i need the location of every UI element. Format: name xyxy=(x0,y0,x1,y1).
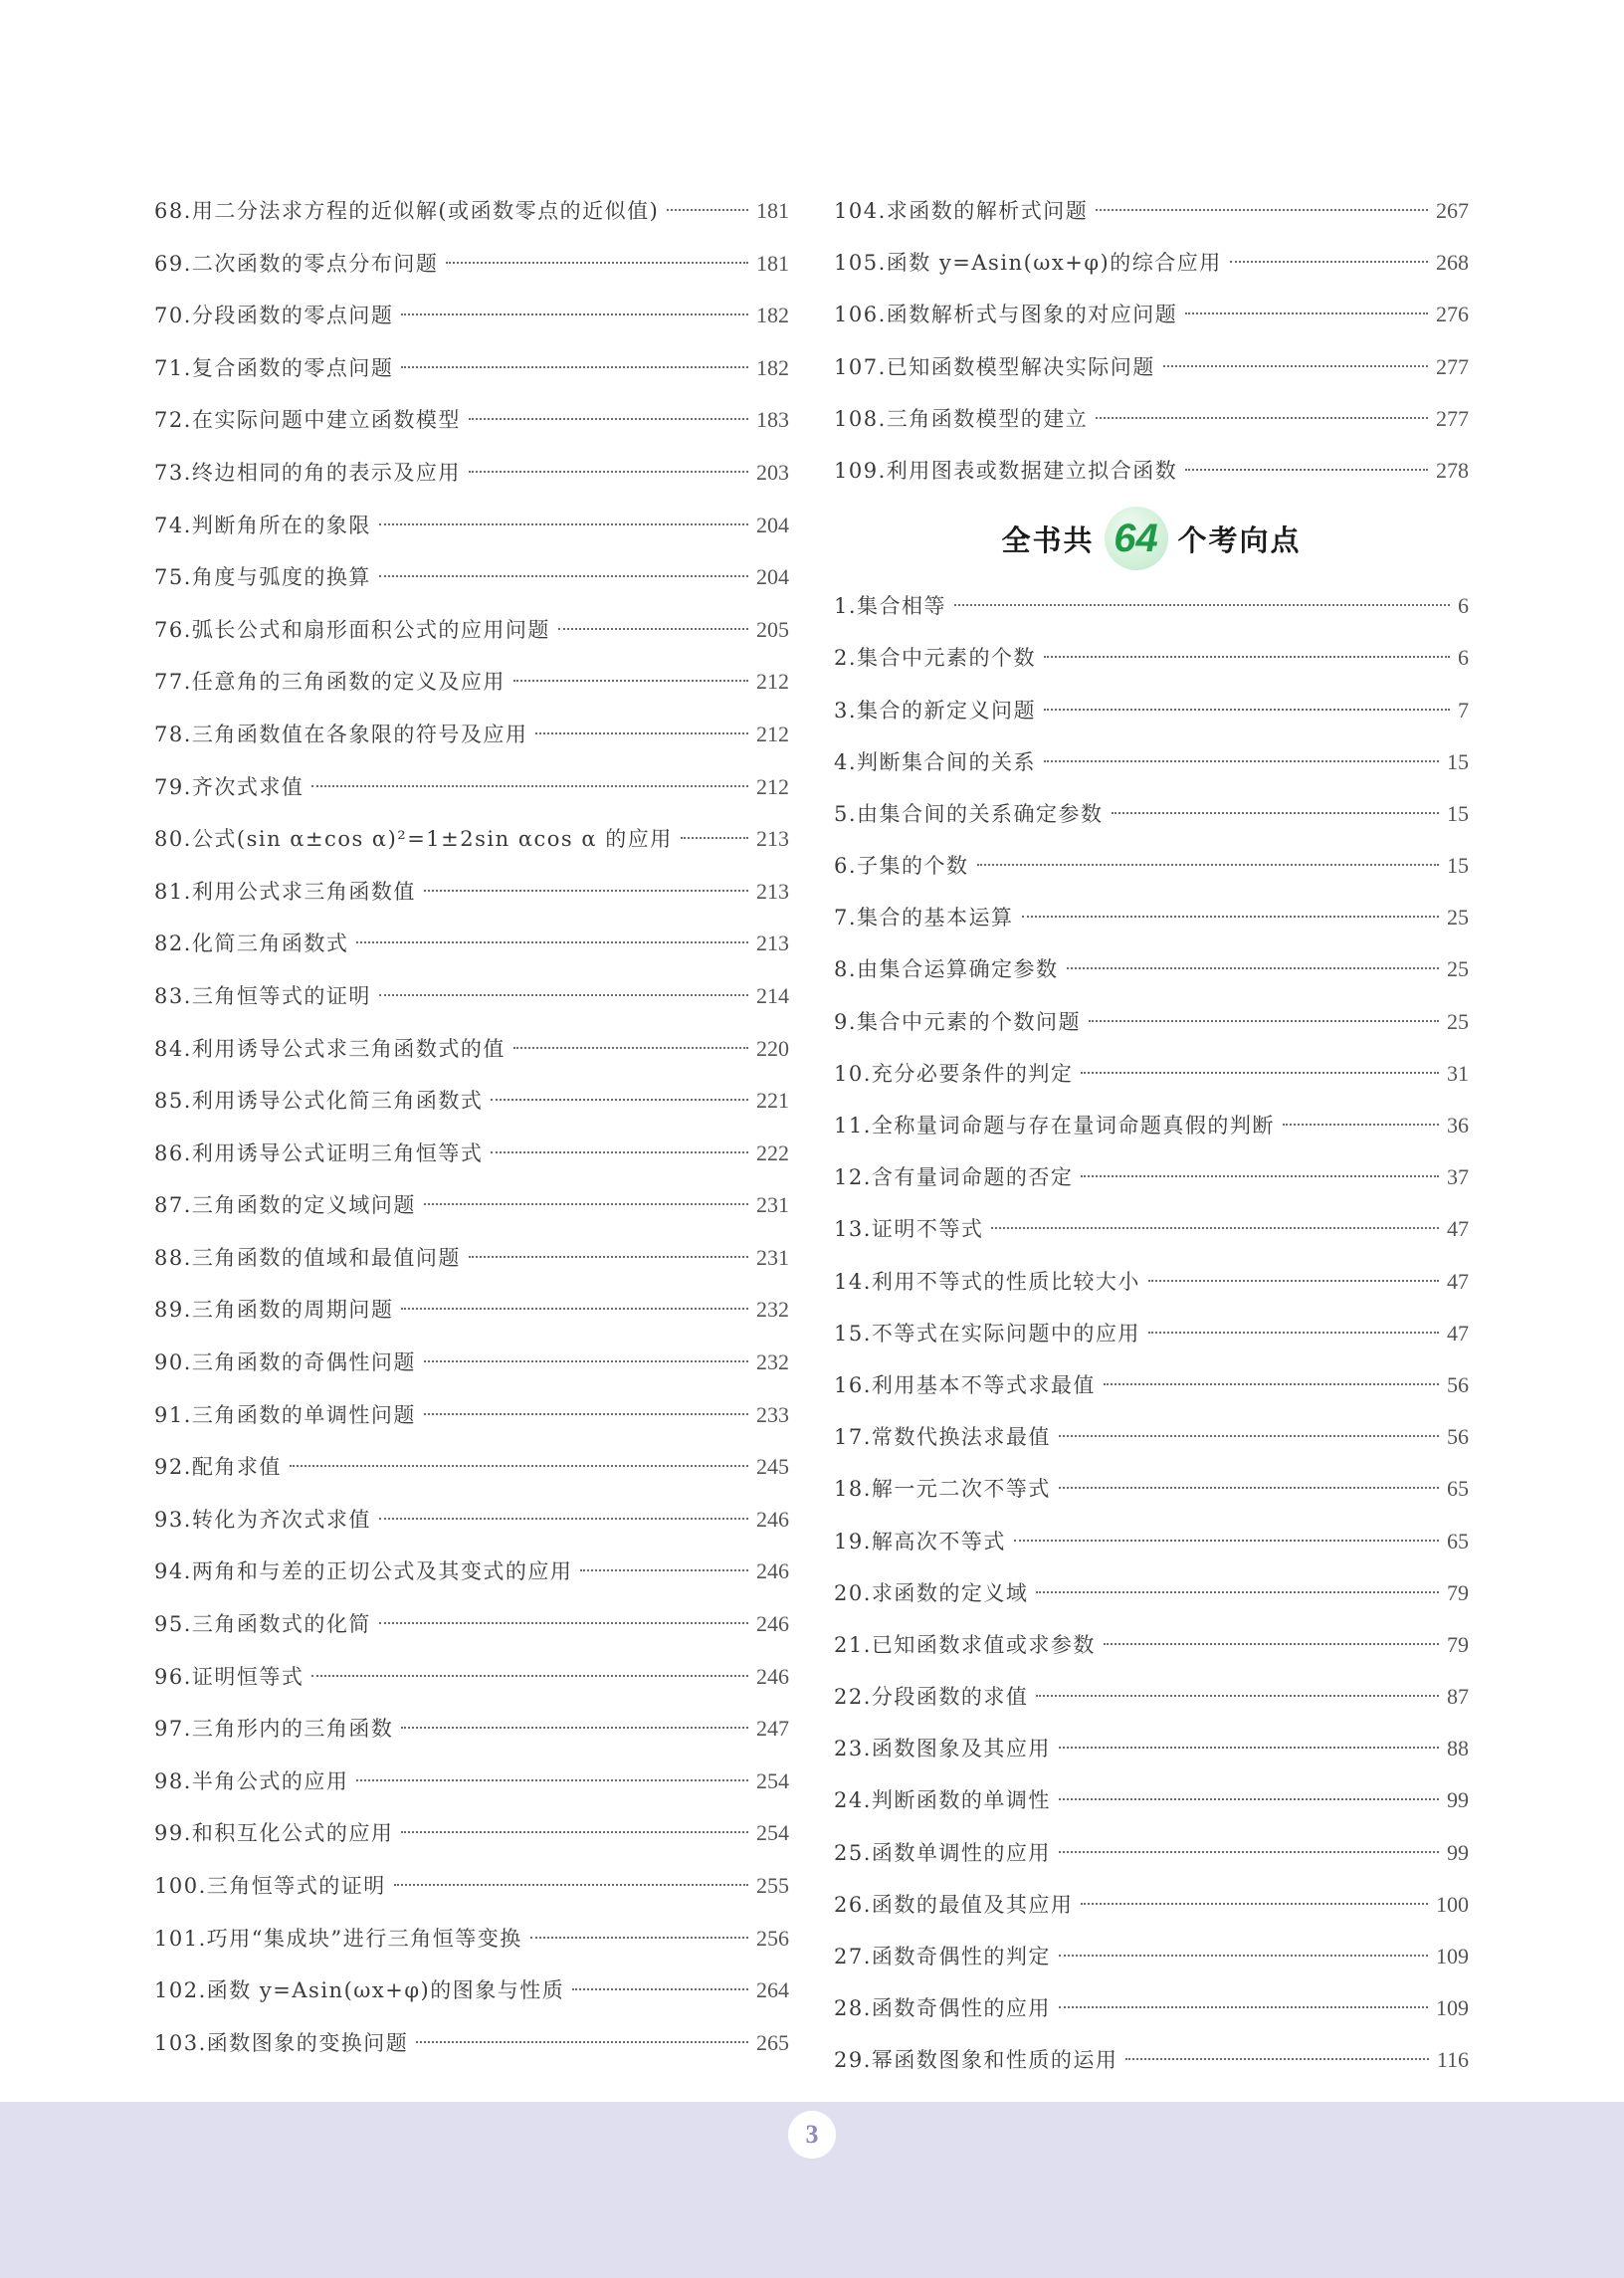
toc-entry xyxy=(834,1411,1469,1463)
toc-entry xyxy=(154,1546,789,1598)
dot-leader xyxy=(1022,916,1439,918)
toc-entry xyxy=(154,604,789,657)
toc-entry-page: 232 xyxy=(756,1349,789,1375)
toc-entry xyxy=(834,1982,1469,2034)
toc-entry xyxy=(154,1598,789,1651)
toc-entry-title: 87.三角函数的定义域问题 xyxy=(154,1193,416,1218)
toc-entry-title: 15.不等式在实际问题中的应用 xyxy=(834,1321,1140,1346)
toc-entry xyxy=(834,996,1469,1048)
toc-entry xyxy=(154,1441,789,1494)
toc-entry-page: 87 xyxy=(1447,1684,1469,1710)
toc-entry xyxy=(834,943,1469,995)
toc-entry xyxy=(834,1203,1469,1255)
toc-entry-title: 5.由集合间的关系确定参数 xyxy=(834,801,1104,826)
toc-left-column xyxy=(154,185,789,2069)
toc-entry-page: 6 xyxy=(1458,645,1469,671)
toc-entry xyxy=(834,1463,1469,1515)
dot-leader xyxy=(1089,1020,1439,1022)
dot-leader xyxy=(401,313,748,315)
dot-leader xyxy=(1104,1643,1439,1645)
toc-entry-title: 23.函数图象及其应用 xyxy=(834,1737,1051,1761)
dot-leader xyxy=(513,1047,748,1049)
toc-entry-page: 246 xyxy=(756,1663,789,1689)
toc-entry xyxy=(834,1879,1469,1931)
toc-entry xyxy=(154,1389,789,1442)
toc-right-column xyxy=(834,185,1469,2087)
toc-entry-title: 79.齐次式求值 xyxy=(154,774,304,799)
toc-entry xyxy=(834,2034,1469,2086)
toc-entry xyxy=(154,1023,789,1076)
toc-entry-page: 276 xyxy=(1436,302,1469,327)
toc-entry-title: 3.集合的新定义问题 xyxy=(834,698,1037,723)
toc-entry-title: 72.在实际问题中建立函数模型 xyxy=(154,408,461,433)
toc-entry-title: 6.子集的个数 xyxy=(834,854,969,879)
toc-entry-page: 25 xyxy=(1447,956,1469,982)
toc-entry xyxy=(834,1567,1469,1619)
dot-leader xyxy=(1096,209,1428,211)
toc-entry-page: 247 xyxy=(756,1716,789,1742)
toc-entry xyxy=(834,1931,1469,1982)
toc-entry xyxy=(834,445,1469,497)
toc-entry-page: 231 xyxy=(756,1192,789,1218)
toc-entry-title: 96.证明恒等式 xyxy=(154,1664,304,1689)
dot-leader xyxy=(469,418,748,420)
dot-leader xyxy=(290,1465,748,1467)
dot-leader xyxy=(491,1151,748,1153)
toc-entry-page: 265 xyxy=(756,2029,789,2055)
toc-entry xyxy=(154,185,789,238)
dot-leader xyxy=(991,1227,1439,1229)
dot-leader xyxy=(1283,1124,1439,1126)
toc-entry-title: 106.函数解析式与图象的对应问题 xyxy=(834,303,1178,327)
dot-leader xyxy=(580,1569,748,1571)
section-heading xyxy=(834,497,1469,580)
dot-leader xyxy=(1044,760,1439,762)
toc-entry-title: 69.二次函数的零点分布问题 xyxy=(154,251,439,276)
toc-entry-title: 75.角度与弧度的换算 xyxy=(154,565,371,590)
toc-entry-page: 109 xyxy=(1436,1995,1469,2021)
toc-entry xyxy=(154,342,789,395)
toc-entry-page: 277 xyxy=(1436,353,1469,379)
toc-entry-title: 1.集合相等 xyxy=(834,594,947,619)
toc-entry-title: 7.集合的基本运算 xyxy=(834,906,1014,931)
dot-leader xyxy=(394,1884,748,1886)
toc-entry-title: 104.求函数的解析式问题 xyxy=(834,199,1089,223)
dot-leader xyxy=(977,864,1439,866)
dot-leader xyxy=(558,628,748,630)
toc-entry xyxy=(154,1756,789,1808)
dot-leader xyxy=(1081,1175,1439,1177)
toc-entry-page: 25 xyxy=(1447,905,1469,931)
toc-entry xyxy=(834,1619,1469,1671)
toc-entry-title: 20.求函数的定义域 xyxy=(834,1580,1029,1605)
toc-entry-title: 13.证明不等式 xyxy=(834,1217,984,1242)
toc-entry-title: 80.公式(sin α±cos α)²=1±2sin αcos α 的应用 xyxy=(154,827,673,852)
toc-entry-title: 68.用二分法求方程的近似解(或函数零点的近似值) xyxy=(154,199,660,223)
toc-entry-title: 103.函数图象的变换问题 xyxy=(154,2030,409,2055)
toc-entry-title: 85.利用诱导公式化简三角函数式 xyxy=(154,1089,484,1114)
dot-leader xyxy=(424,1360,748,1362)
toc-entry-title: 24.判断函数的单调性 xyxy=(834,1788,1051,1813)
toc-entry xyxy=(154,1703,789,1756)
dot-leader xyxy=(535,732,748,734)
toc-entry xyxy=(834,736,1469,788)
toc-entry-title: 9.集合中元素的个数问题 xyxy=(834,1009,1082,1034)
toc-entry-page: 99 xyxy=(1447,1787,1469,1813)
toc-entry-page: 15 xyxy=(1447,748,1469,774)
dot-leader xyxy=(667,209,748,211)
toc-entry-title: 92.配角求值 xyxy=(154,1455,282,1480)
dot-leader xyxy=(1014,1540,1439,1542)
dot-leader xyxy=(1185,312,1428,314)
toc-entry-title: 17.常数代换法求最值 xyxy=(834,1425,1051,1450)
toc-entry xyxy=(154,1075,789,1128)
toc-entry-page: 183 xyxy=(756,407,789,433)
toc-entry xyxy=(154,1651,789,1704)
toc-entry-page: 246 xyxy=(756,1506,789,1532)
toc-entry xyxy=(154,1337,789,1389)
toc-entry-page: 254 xyxy=(756,1820,789,1846)
toc-entry xyxy=(154,290,789,342)
dot-leader xyxy=(1185,469,1428,471)
dot-leader xyxy=(1081,1903,1428,1905)
dot-leader xyxy=(1059,1747,1439,1749)
dot-leader xyxy=(513,680,748,682)
dot-leader xyxy=(1163,365,1428,367)
dot-leader xyxy=(1059,2006,1428,2008)
toc-entry xyxy=(834,1256,1469,1308)
toc-entry-page: 267 xyxy=(1436,198,1469,223)
toc-entry-page: 214 xyxy=(756,982,789,1008)
toc-entry-page: 79 xyxy=(1447,1631,1469,1657)
dot-leader xyxy=(1096,417,1428,419)
toc-entry xyxy=(834,393,1469,445)
toc-entry-page: 277 xyxy=(1436,405,1469,431)
dot-leader xyxy=(311,785,748,787)
toc-entry-title: 91.三角函数的单调性问题 xyxy=(154,1402,416,1427)
page-number: 3 xyxy=(788,2111,836,2159)
toc-entry-title: 25.函数单调性的应用 xyxy=(834,1840,1051,1865)
toc-entry xyxy=(154,2017,789,2070)
toc-entry-title: 109.利用图表或数据建立拟合函数 xyxy=(834,458,1178,483)
toc-entry-page: 264 xyxy=(756,1977,789,2003)
section-heading-prefix: 全书共 xyxy=(1001,522,1095,557)
dot-leader xyxy=(311,1675,748,1677)
toc-entry xyxy=(154,709,789,761)
toc-entry-title: 83.三角恒等式的证明 xyxy=(154,983,371,1008)
toc-entry xyxy=(154,866,789,919)
toc-entry-title: 98.半角公式的应用 xyxy=(154,1768,349,1793)
toc-entry xyxy=(834,892,1469,943)
toc-entry xyxy=(154,1965,789,2017)
dot-leader xyxy=(356,1779,748,1781)
dot-leader xyxy=(379,575,748,577)
toc-entry-title: 81.利用公式求三角函数值 xyxy=(154,879,416,904)
toc-entry-page: 47 xyxy=(1447,1268,1469,1294)
dot-leader xyxy=(530,1937,748,1939)
toc-entry-title: 71.复合函数的零点问题 xyxy=(154,355,394,380)
dot-leader xyxy=(572,1988,748,1990)
dot-leader xyxy=(424,890,748,892)
toc-entry-title: 97.三角形内的三角函数 xyxy=(154,1717,394,1742)
toc-entry-title: 27.函数奇偶性的判定 xyxy=(834,1945,1051,1968)
toc-entry-page: 6 xyxy=(1458,593,1469,619)
toc-entry-page: 232 xyxy=(756,1297,789,1323)
toc-entry-title: 4.判断集合间的关系 xyxy=(834,749,1037,774)
toc-entry-title: 99.和积互化公式的应用 xyxy=(154,1821,394,1846)
toc-entry-page: 25 xyxy=(1447,1008,1469,1034)
toc-entry-page: 181 xyxy=(756,250,789,276)
dot-leader xyxy=(379,994,748,996)
dot-leader xyxy=(1112,812,1439,814)
toc-entry xyxy=(834,580,1469,632)
dot-leader xyxy=(401,366,748,368)
toc-entry xyxy=(834,1671,1469,1723)
toc-entry xyxy=(834,1723,1469,1774)
toc-entry-page: 212 xyxy=(756,773,789,799)
toc-entry xyxy=(834,237,1469,289)
toc-entry-page: 116 xyxy=(1436,2047,1469,2073)
toc-entry xyxy=(834,685,1469,736)
toc-entry-page: 31 xyxy=(1447,1060,1469,1086)
toc-entry-title: 10.充分必要条件的判定 xyxy=(834,1061,1074,1086)
section-heading-suffix: 个考向点 xyxy=(1177,522,1302,557)
toc-entry-page: 212 xyxy=(756,669,789,695)
toc-entry xyxy=(154,761,789,814)
dot-leader xyxy=(954,604,1450,606)
toc-entry-page: 15 xyxy=(1447,853,1469,879)
toc-entry-title: 89.三角函数的周期问题 xyxy=(154,1298,394,1323)
toc-entry xyxy=(154,813,789,866)
toc-entry-page: 254 xyxy=(756,1767,789,1793)
toc-entry-page: 231 xyxy=(756,1244,789,1270)
dot-leader xyxy=(469,1256,748,1258)
toc-entry-page: 15 xyxy=(1447,800,1469,826)
toc-entry-title: 28.函数奇偶性的应用 xyxy=(834,1996,1051,2021)
dot-leader xyxy=(1081,1072,1439,1074)
toc-entry xyxy=(834,632,1469,684)
toc-entry-page: 109 xyxy=(1436,1944,1469,1968)
toc-entry-page: 213 xyxy=(756,826,789,852)
toc-entry-title: 90.三角函数的奇偶性问题 xyxy=(154,1350,416,1375)
dot-leader xyxy=(424,1203,748,1205)
dot-leader xyxy=(469,471,748,473)
toc-entry xyxy=(154,1179,789,1232)
dot-leader xyxy=(1044,709,1450,711)
toc-entry-title: 76.弧长公式和扇形面积公式的应用问题 xyxy=(154,617,550,642)
toc-entry xyxy=(154,551,789,604)
toc-entry-title: 101.巧用“集成块”进行三角恒等变换 xyxy=(154,1926,522,1951)
dot-leader xyxy=(491,1099,748,1101)
toc-entry-title: 88.三角函数的值域和最值问题 xyxy=(154,1245,461,1270)
dot-leader xyxy=(401,1831,748,1833)
toc-entry-page: 182 xyxy=(756,354,789,380)
toc-entry-page: 65 xyxy=(1447,1476,1469,1502)
toc-entry xyxy=(154,1860,789,1913)
toc-entry-page: 88 xyxy=(1447,1736,1469,1761)
toc-entry-title: 14.利用不等式的性质比较大小 xyxy=(834,1269,1140,1294)
toc-entry-page: 47 xyxy=(1447,1320,1469,1346)
toc-entry xyxy=(154,656,789,709)
toc-entry-page: 204 xyxy=(756,512,789,537)
toc-entry-title: 108.三角函数模型的建立 xyxy=(834,406,1089,431)
toc-entry-title: 26.函数的最值及其应用 xyxy=(834,1892,1074,1917)
dot-leader xyxy=(356,941,748,943)
toc-entry-page: 212 xyxy=(756,721,789,746)
toc-entry xyxy=(834,1151,1469,1203)
toc-list-right-top xyxy=(834,185,1469,497)
toc-entry-page: 268 xyxy=(1436,250,1469,276)
toc-entry-page: 255 xyxy=(756,1873,789,1898)
dot-leader xyxy=(1036,1695,1439,1697)
toc-entry-page: 213 xyxy=(756,878,789,904)
toc-entry xyxy=(834,1048,1469,1100)
count-badge: 64 xyxy=(1105,507,1168,570)
dot-leader xyxy=(1036,1591,1439,1593)
dot-leader xyxy=(379,1518,748,1520)
dot-leader xyxy=(1059,1435,1439,1437)
toc-list-left xyxy=(154,185,789,2069)
toc-entry-page: 100 xyxy=(1436,1891,1469,1917)
dot-leader xyxy=(1148,1280,1439,1282)
dot-leader xyxy=(1104,1383,1439,1385)
toc-entry xyxy=(834,1774,1469,1826)
toc-entry xyxy=(154,970,789,1023)
toc-entry-title: 95.三角函数式的化简 xyxy=(154,1612,371,1637)
dot-leader xyxy=(1125,2058,1428,2060)
toc-entry-title: 8.由集合运算确定参数 xyxy=(834,957,1059,982)
toc-entry-title: 107.已知函数模型解决实际问题 xyxy=(834,354,1155,379)
dot-leader xyxy=(379,523,748,525)
toc-entry-page: 246 xyxy=(756,1611,789,1637)
toc-entry xyxy=(834,1359,1469,1411)
toc-entry-page: 65 xyxy=(1447,1528,1469,1553)
toc-entry xyxy=(154,238,789,291)
toc-entry-page: 221 xyxy=(756,1088,789,1114)
toc-entry xyxy=(154,1494,789,1547)
toc-entry-page: 220 xyxy=(756,1035,789,1061)
toc-entry xyxy=(154,447,789,500)
toc-entry xyxy=(834,1827,1469,1879)
dot-leader xyxy=(681,837,748,839)
toc-entry xyxy=(834,788,1469,840)
dot-leader xyxy=(424,1413,748,1415)
toc-entry-page: 278 xyxy=(1436,457,1469,483)
toc-entry-page: 233 xyxy=(756,1401,789,1427)
dot-leader xyxy=(1059,1851,1439,1853)
toc-entry xyxy=(154,1807,789,1860)
toc-entry-title: 78.三角函数值在各象限的符号及应用 xyxy=(154,722,528,746)
dot-leader xyxy=(379,1622,748,1624)
toc-entry xyxy=(154,500,789,552)
toc-entry-page: 47 xyxy=(1447,1216,1469,1242)
toc-entry-page: 56 xyxy=(1447,1371,1469,1397)
toc-entry xyxy=(154,918,789,970)
toc-entry-title: 84.利用诱导公式求三角函数式的值 xyxy=(154,1036,506,1061)
dot-leader xyxy=(1230,261,1428,263)
toc-entry-page: 79 xyxy=(1447,1579,1469,1605)
toc-entry-page: 204 xyxy=(756,564,789,590)
toc-entry-page: 222 xyxy=(756,1139,789,1165)
toc-entry-page: 182 xyxy=(756,303,789,328)
dot-leader xyxy=(446,262,748,264)
toc-entry xyxy=(834,1100,1469,1151)
toc-entry-title: 16.利用基本不等式求最值 xyxy=(834,1372,1096,1397)
toc-entry-page: 7 xyxy=(1458,697,1469,723)
toc-entry-title: 74.判断角所在的象限 xyxy=(154,513,371,537)
dot-leader xyxy=(401,1308,748,1310)
toc-entry-title: 19.解高次不等式 xyxy=(834,1529,1006,1553)
toc-entry xyxy=(154,1284,789,1337)
toc-entry xyxy=(154,1913,789,1966)
toc-entry-title: 77.任意角的三角函数的定义及应用 xyxy=(154,670,506,695)
toc-entry-page: 36 xyxy=(1447,1113,1469,1138)
toc-entry-page: 256 xyxy=(756,1925,789,1951)
toc-entry-page: 99 xyxy=(1447,1839,1469,1865)
toc-entry xyxy=(154,1128,789,1180)
toc-entry-title: 73.终边相同的角的表示及应用 xyxy=(154,460,461,485)
toc-entry-page: 181 xyxy=(756,198,789,223)
toc-entry-title: 22.分段函数的求值 xyxy=(834,1685,1029,1710)
dot-leader xyxy=(1059,1487,1439,1489)
toc-entry-title: 29.幂函数图象和性质的运用 xyxy=(834,2048,1118,2073)
dot-leader xyxy=(1067,967,1439,969)
toc-entry-title: 86.利用诱导公式证明三角恒等式 xyxy=(154,1140,484,1165)
toc-entry-title: 70.分段函数的零点问题 xyxy=(154,304,394,328)
dot-leader xyxy=(401,1727,748,1729)
toc-entry xyxy=(834,289,1469,340)
toc-entry xyxy=(834,185,1469,237)
dot-leader xyxy=(1059,1955,1428,1957)
dot-leader xyxy=(416,2041,748,2043)
toc-entry-title: 82.化简三角函数式 xyxy=(154,932,349,956)
toc-entry-page: 37 xyxy=(1447,1164,1469,1190)
toc-entry-page: 203 xyxy=(756,459,789,485)
toc-entry-title: 11.全称量词命题与存在量词命题真假的判断 xyxy=(834,1114,1275,1138)
toc-list-right-bottom xyxy=(834,580,1469,2086)
toc-entry-page: 213 xyxy=(756,931,789,956)
toc-entry-title: 12.含有量词命题的否定 xyxy=(834,1165,1074,1190)
toc-entry-title: 18.解一元二次不等式 xyxy=(834,1477,1051,1502)
toc-entry xyxy=(834,840,1469,892)
toc-entry-page: 205 xyxy=(756,616,789,642)
toc-entry-title: 21.已知函数求值或求参数 xyxy=(834,1632,1096,1657)
toc-entry-title: 93.转化为齐次式求值 xyxy=(154,1507,371,1532)
dot-leader xyxy=(1059,1798,1439,1800)
toc-entry-title: 105.函数 y=Asin(ωx+φ)的综合应用 xyxy=(834,251,1222,276)
toc-entry-title: 100.三角恒等式的证明 xyxy=(154,1874,386,1898)
toc-entry xyxy=(834,341,1469,393)
dot-leader xyxy=(1044,656,1450,658)
toc-entry xyxy=(154,1232,789,1285)
toc-entry-title: 94.两角和与差的正切公式及其变式的应用 xyxy=(154,1559,573,1584)
toc-entry-page: 246 xyxy=(756,1558,789,1584)
toc-entry-page: 56 xyxy=(1447,1424,1469,1450)
toc-entry-title: 2.集合中元素的个数 xyxy=(834,646,1037,671)
toc-entry-page: 245 xyxy=(756,1454,789,1480)
toc-entry xyxy=(834,1516,1469,1567)
dot-leader xyxy=(1148,1332,1439,1334)
toc-entry-title: 102.函数 y=Asin(ωx+φ)的图象与性质 xyxy=(154,1978,565,2003)
toc-entry xyxy=(834,1308,1469,1359)
toc-entry xyxy=(154,394,789,447)
